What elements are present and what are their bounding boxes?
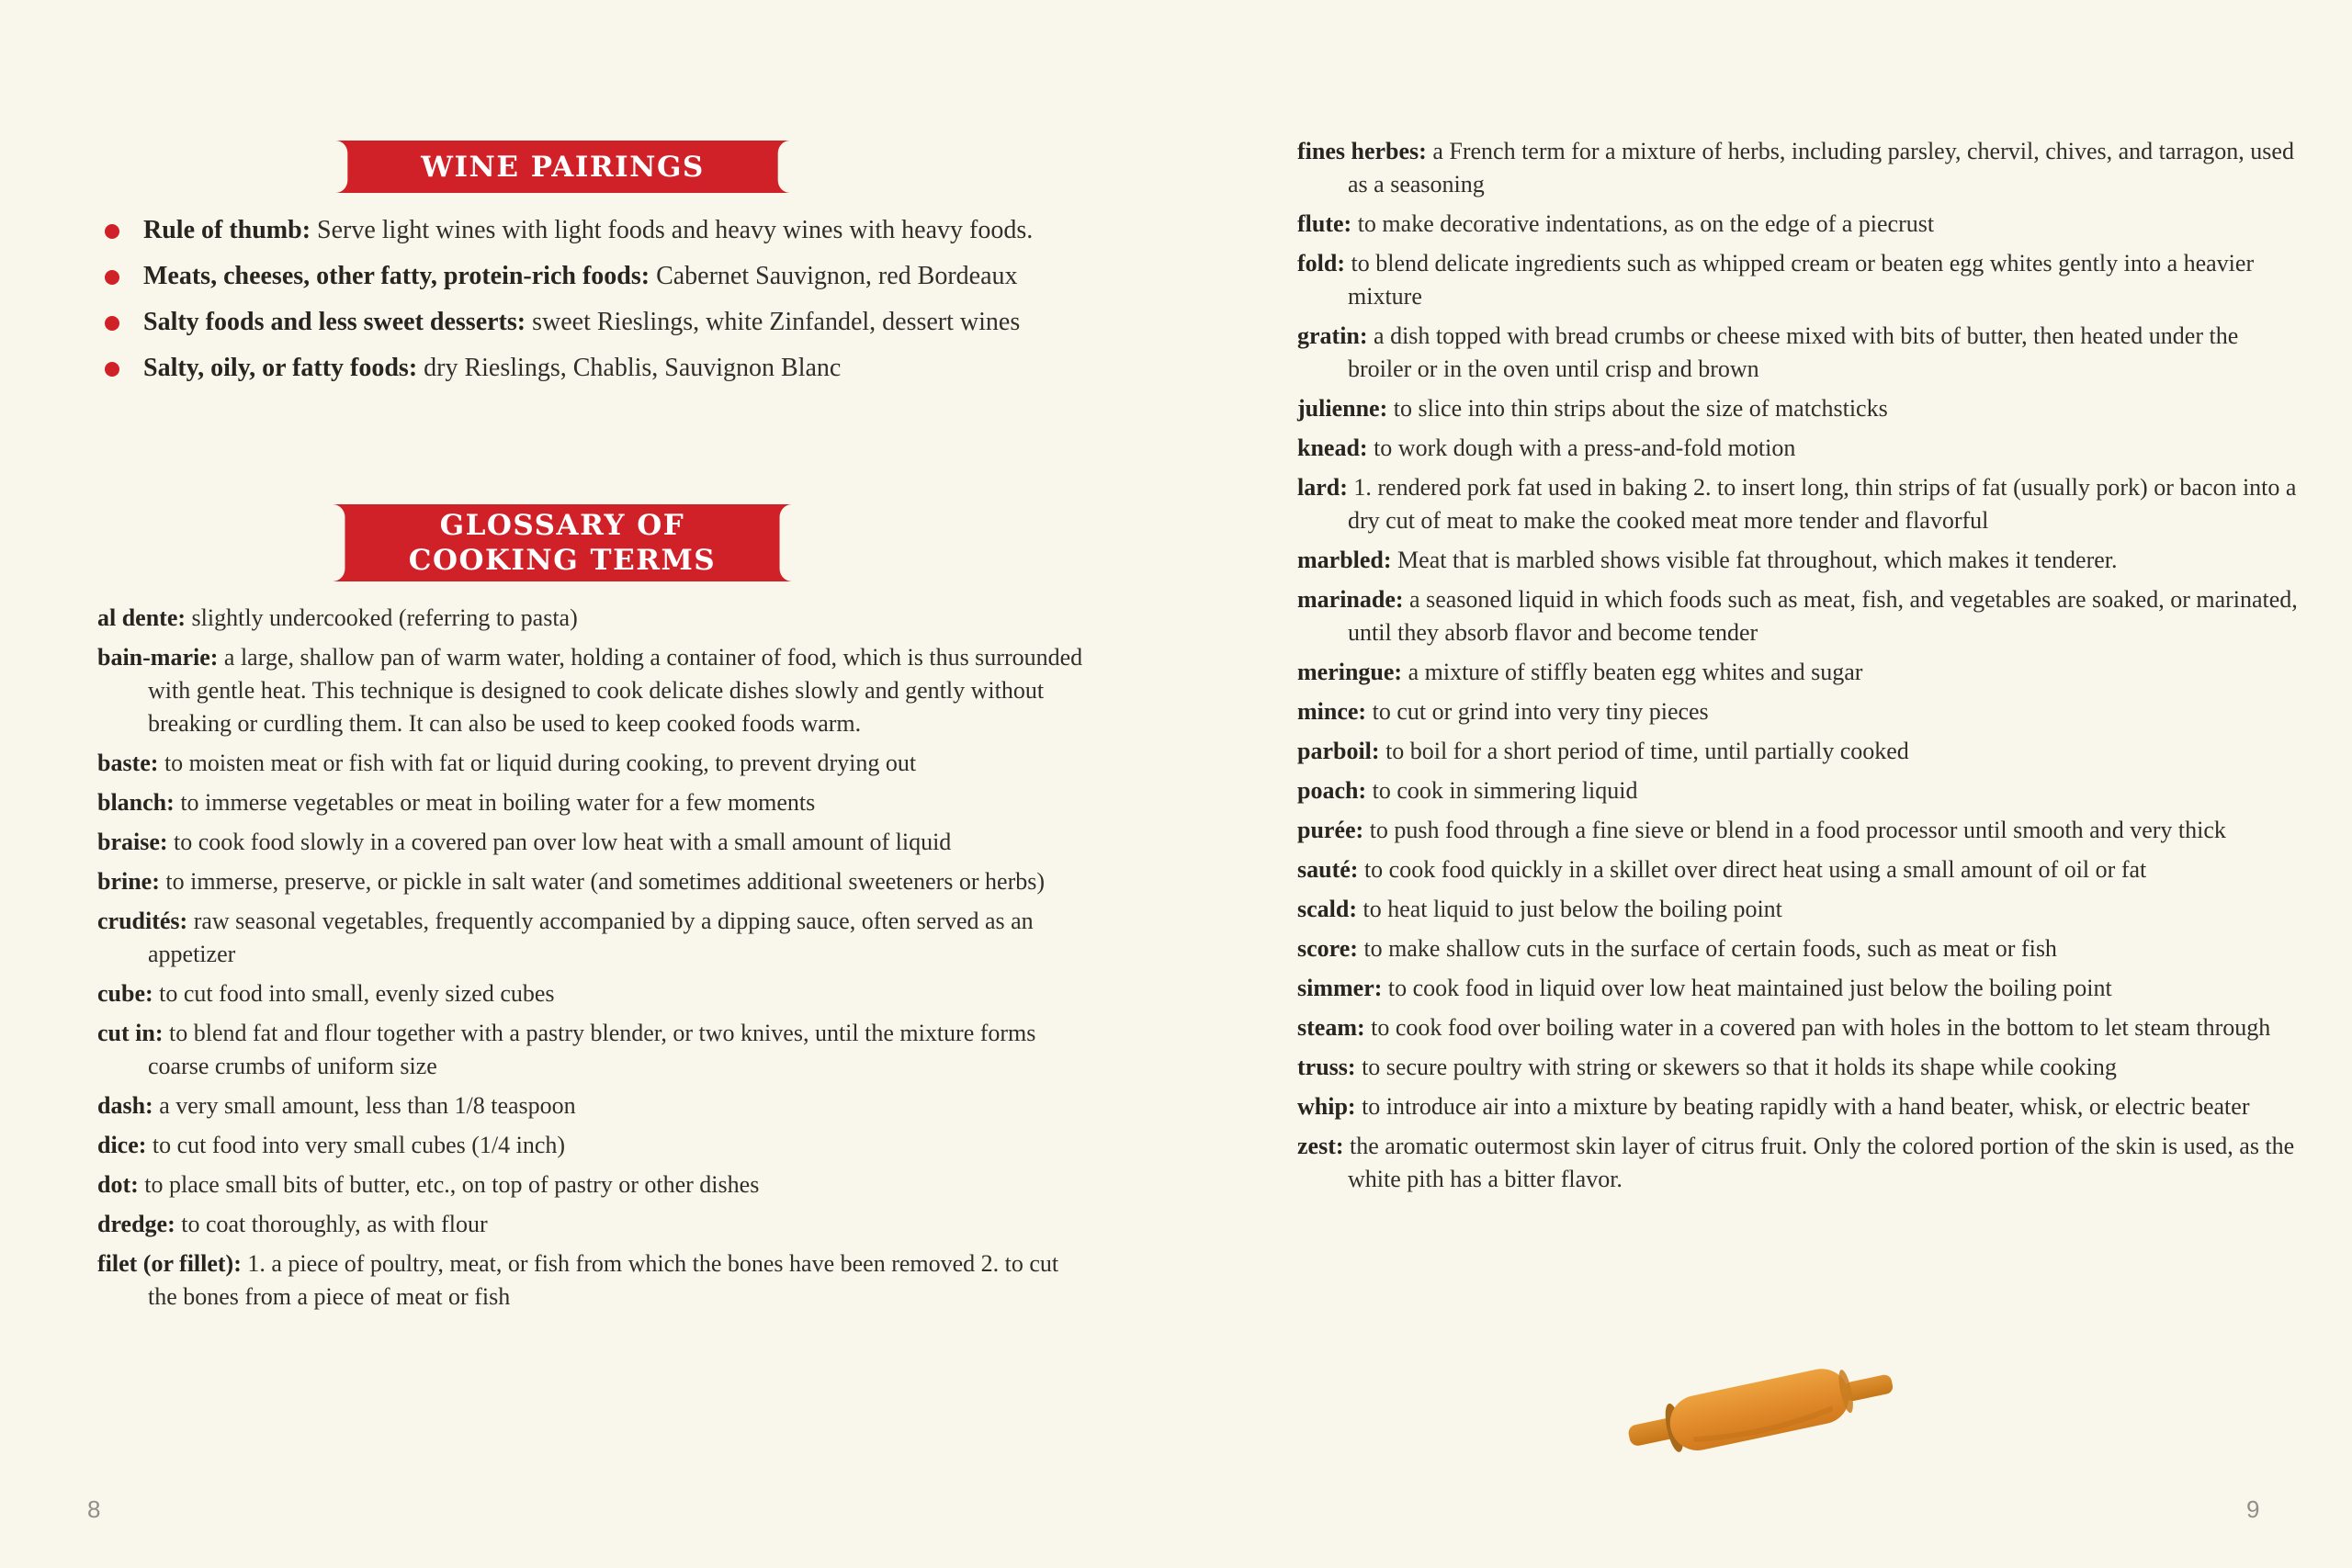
glossary-definition: to blend delicate ingredients such as whipped cream or beaten egg whites gently into a heavier mixture	[1348, 250, 2255, 310]
rolling-pin-icon	[1624, 1330, 1900, 1486]
glossary-term: dot:	[97, 1171, 139, 1198]
glossary-term: gratin:	[1297, 322, 1368, 349]
glossary-term: bain-marie:	[97, 644, 219, 671]
glossary-entry	[97, 1089, 1085, 1122]
glossary-term: zest:	[1297, 1133, 1344, 1159]
glossary-definition: a large, shallow pan of warm water, holding a container of food, which is thus surrounded with gentle heat. This technique is designed to cook delicate dishes slowly and gently without breaking or curdling them. It can also be used to keep cooked foods warm.	[148, 644, 1083, 737]
glossary-definition: a French term for a mixture of herbs, including parsley, chervil, chives, and tarragon, used as a seasoning	[1348, 138, 2294, 197]
banner-title: WINE PAIRINGS	[421, 150, 705, 184]
glossary-definition: to cook food in liquid over low heat maintained just below the boiling point	[1387, 975, 2112, 1001]
pairing-text: Cabernet Sauvignon, red Bordeaux	[656, 262, 1018, 290]
glossary-column-right	[1297, 135, 2306, 1202]
glossary-definition: to slice into thin strips about the size of matchsticks	[1393, 395, 1888, 422]
glossary-term: marbled:	[1297, 547, 1392, 573]
glossary-column-left	[97, 602, 1085, 1320]
glossary-definition: Meat that is marbled shows visible fat throughout, which makes it tenderer.	[1397, 547, 2118, 573]
glossary-term: knead:	[1297, 434, 1368, 461]
wine-pairings-list	[97, 213, 1085, 397]
glossary-definition: to coat thoroughly, as with flour	[181, 1211, 488, 1237]
page-number-right: 9	[2246, 1495, 2260, 1523]
glossary-entry	[1297, 320, 2306, 386]
glossary-definition: to make decorative indentations, as on the edge of a piecrust	[1357, 210, 1935, 237]
glossary-definition: to cook in simmering liquid	[1372, 777, 1638, 804]
glossary-entry	[97, 826, 1085, 859]
glossary-term: cube:	[97, 980, 153, 1007]
glossary-entry	[1297, 583, 2306, 649]
glossary-definition: to cook food over boiling water in a covered pan with holes in the bottom to let steam through	[1371, 1014, 2271, 1041]
glossary-term: braise:	[97, 829, 168, 855]
glossary-definition: a very small amount, less than 1/8 teaspoon	[159, 1092, 576, 1119]
bullet-icon	[105, 316, 119, 331]
glossary-term: dredge:	[97, 1211, 175, 1237]
glossary-definition: to moisten meat or fish with fat or liquid during cooking, to prevent drying out	[164, 750, 917, 776]
glossary-definition: 1. a piece of poultry, meat, or fish from which the bones have been removed 2. to cut the bones from a piece of meat or fish	[148, 1250, 1059, 1310]
glossary-term: julienne:	[1297, 395, 1388, 422]
glossary-term: parboil:	[1297, 738, 1380, 764]
bullet-icon	[105, 270, 119, 285]
glossary-term: flute:	[1297, 210, 1352, 237]
glossary-term: marinade:	[1297, 586, 1404, 613]
glossary-definition: to cut food into small, evenly sized cubes	[159, 980, 555, 1007]
banner-line-1: GLOSSARY OF	[439, 509, 685, 542]
glossary-entry	[1297, 208, 2306, 241]
glossary-term: poach:	[1297, 777, 1367, 804]
glossary-definition: a mixture of stiffly beaten egg whites and sugar	[1408, 659, 1863, 685]
glossary-entry	[97, 1168, 1085, 1201]
glossary-definition: to immerse vegetables or meat in boiling water for a few moments	[180, 789, 816, 816]
glossary-term: scald:	[1297, 896, 1357, 922]
bullet-icon	[105, 362, 119, 377]
glossary-definition: to boil for a short period of time, until partially cooked	[1385, 738, 1909, 764]
list-item	[97, 351, 1085, 386]
glossary-term: crudités:	[97, 908, 188, 934]
glossary-entry	[97, 641, 1085, 740]
glossary-entry	[97, 977, 1085, 1010]
glossary-term: dice:	[97, 1132, 147, 1158]
bullet-icon	[105, 224, 119, 239]
glossary-term: meringue:	[1297, 659, 1403, 685]
glossary-definition: 1. rendered pork fat used in baking 2. to insert long, thin strips of fat (usually pork) or bacon into a dry cut of meat to make the cooked meat more tender and flavorful	[1348, 474, 2297, 534]
glossary-definition: to cut food into very small cubes (1/4 inch)	[152, 1132, 566, 1158]
glossary-entry	[1297, 656, 2306, 689]
list-item	[97, 305, 1085, 340]
list-item	[97, 259, 1085, 294]
pairing-text: Serve light wines with light foods and heavy wines with heavy foods.	[317, 216, 1034, 244]
glossary-definition: to blend fat and flour together with a pastry blender, or two knives, until the mixture forms coarse crumbs of uniform size	[148, 1020, 1036, 1079]
glossary-term: whip:	[1297, 1093, 1356, 1120]
glossary-entry	[1297, 1130, 2306, 1196]
pairing-text: sweet Rieslings, white Zinfandel, dessert wines	[532, 308, 1021, 336]
glossary-entry	[1297, 1011, 2306, 1044]
glossary-entry	[1297, 735, 2306, 768]
glossary-entry	[1297, 814, 2306, 847]
glossary-entry	[97, 1129, 1085, 1162]
wine-pairings-banner	[335, 141, 790, 193]
rolling-pin-illustration	[1624, 1330, 1900, 1486]
glossary-term: purée:	[1297, 817, 1364, 843]
banner-line-2: COOKING TERMS	[408, 544, 717, 577]
glossary-term: sauté:	[1297, 856, 1359, 883]
glossary-entry	[1297, 932, 2306, 965]
glossary-definition: to secure poultry with string or skewers so that it holds its shape while cooking	[1362, 1054, 2117, 1080]
glossary-entry	[97, 905, 1085, 971]
glossary-definition: to place small bits of butter, etc., on top of pastry or other dishes	[144, 1171, 760, 1198]
banner-title	[409, 508, 716, 578]
glossary-definition: to introduce air into a mixture by beating rapidly with a hand beater, whisk, or electric beater	[1362, 1093, 2250, 1120]
glossary-entry	[97, 1017, 1085, 1083]
glossary-entry	[97, 1247, 1085, 1314]
glossary-definition: to work dough with a press-and-fold motion	[1374, 434, 1796, 461]
page-number-left: 8	[87, 1495, 101, 1523]
pairing-term: Salty, oily, or fatty foods:	[143, 354, 418, 382]
glossary-entry	[1297, 893, 2306, 926]
glossary-entry	[1297, 544, 2306, 577]
glossary-entry	[1297, 774, 2306, 807]
glossary-definition: to push food through a fine sieve or blend in a food processor until smooth and very thick	[1369, 817, 2226, 843]
glossary-entry	[1297, 135, 2306, 201]
glossary-term: mince:	[1297, 698, 1367, 725]
glossary-definition: to heat liquid to just below the boiling point	[1363, 896, 1782, 922]
glossary-term: dash:	[97, 1092, 153, 1119]
glossary-definition: a dish topped with bread crumbs or cheese mixed with bits of butter, then heated under the broiler or in the oven until crisp and brown	[1348, 322, 2239, 382]
glossary-entry	[97, 786, 1085, 819]
glossary-definition: a seasoned liquid in which foods such as meat, fish, and vegetables are soaked, or marinated, until they absorb flavor and become tender	[1348, 586, 2298, 646]
glossary-term: steam:	[1297, 1014, 1365, 1041]
list-item	[97, 213, 1085, 248]
glossary-term: blanch:	[97, 789, 175, 816]
glossary-definition: to cook food slowly in a covered pan over low heat with a small amount of liquid	[174, 829, 952, 855]
glossary-term: lard:	[1297, 474, 1348, 501]
pairing-term: Meats, cheeses, other fatty, protein-rich foods:	[143, 262, 650, 290]
glossary-definition: to make shallow cuts in the surface of certain foods, such as meat or fish	[1363, 935, 2057, 962]
glossary-entry	[1297, 1090, 2306, 1123]
glossary-term: score:	[1297, 935, 1358, 962]
glossary-entry	[1297, 471, 2306, 537]
glossary-term: fold:	[1297, 250, 1345, 276]
glossary-banner	[333, 504, 792, 581]
glossary-definition: to cook food quickly in a skillet over direct heat using a small amount of oil or fat	[1363, 856, 2147, 883]
glossary-term: cut in:	[97, 1020, 164, 1046]
glossary-entry	[1297, 972, 2306, 1005]
glossary-term: baste:	[97, 750, 159, 776]
glossary-entry	[1297, 392, 2306, 425]
glossary-term: simmer:	[1297, 975, 1383, 1001]
glossary-entry	[97, 865, 1085, 898]
glossary-entry	[1297, 1051, 2306, 1084]
glossary-definition: the aromatic outermost skin layer of citrus fruit. Only the colored portion of the skin is used, as the white pith has a bitter flavor.	[1348, 1133, 2295, 1192]
glossary-definition: slightly undercooked (referring to pasta)	[191, 604, 578, 631]
glossary-term: brine:	[97, 868, 160, 895]
pairing-term: Salty foods and less sweet desserts:	[143, 308, 526, 336]
pairing-term: Rule of thumb:	[143, 216, 311, 244]
glossary-entry	[97, 747, 1085, 780]
glossary-term: truss:	[1297, 1054, 1356, 1080]
pairing-text: dry Rieslings, Chablis, Sauvignon Blanc	[424, 354, 842, 382]
glossary-entry	[1297, 247, 2306, 313]
glossary-definition: to cut or grind into very tiny pieces	[1372, 698, 1709, 725]
glossary-term: filet (or fillet):	[97, 1250, 242, 1277]
glossary-entry	[97, 602, 1085, 635]
glossary-entry	[1297, 853, 2306, 886]
glossary-definition: to immerse, preserve, or pickle in salt water (and sometimes additional sweeteners or herbs)	[165, 868, 1046, 895]
glossary-term: fines herbes:	[1297, 138, 1427, 164]
glossary-definition: raw seasonal vegetables, frequently accompanied by a dipping sauce, often served as an appetizer	[148, 908, 1034, 967]
glossary-entry	[97, 1208, 1085, 1241]
glossary-term: al dente:	[97, 604, 187, 631]
glossary-entry	[1297, 695, 2306, 728]
glossary-entry	[1297, 432, 2306, 465]
